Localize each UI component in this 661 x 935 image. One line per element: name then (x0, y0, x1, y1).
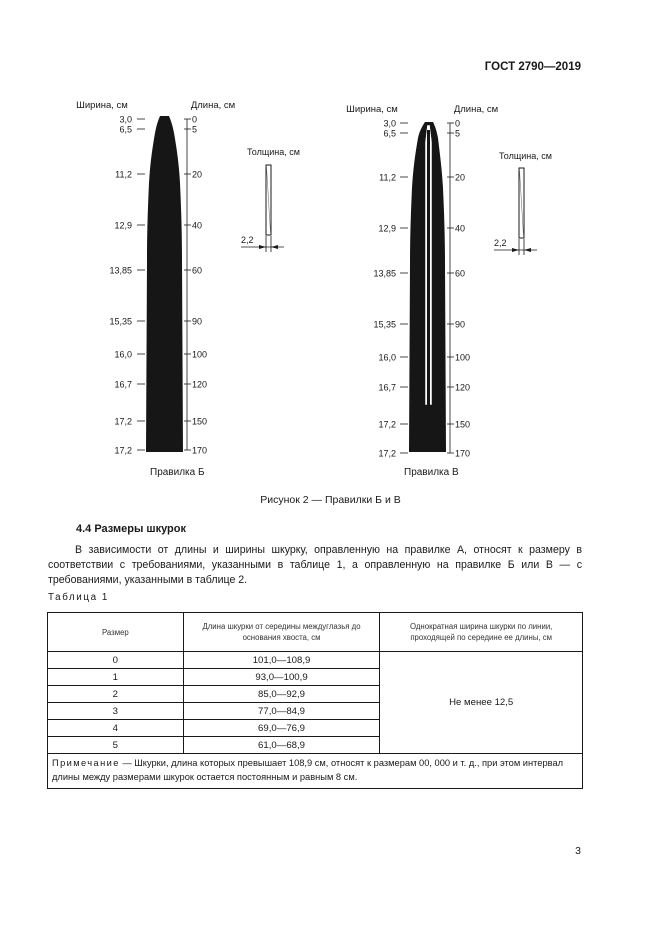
length-tick-label: 20 (455, 172, 466, 183)
table-1 (47, 612, 583, 789)
cell-width-merged: Не менее 12,5 (380, 652, 583, 754)
figure-caption: Рисунок 2 — Правилки Б и В (260, 494, 401, 506)
panel-b-thickness-value: 2,2 (241, 235, 254, 245)
page-number: 3 (575, 845, 581, 857)
length-tick-label: 0 (192, 114, 198, 125)
width-tick-label: 16,7 (378, 382, 396, 393)
width-tick-label: 16,0 (114, 349, 132, 360)
panel-v-length-label: Длина, см (453, 104, 499, 115)
cell-length: 85,0—92,9 (183, 686, 380, 703)
width-tick-label: 17,2 (114, 416, 132, 427)
cell-size: 1 (48, 669, 184, 686)
width-tick-label: 17,2 (114, 445, 132, 456)
section-paragraph: В зависимости от длины и ширины шкурку, оправленную на правилке А, относят к размеру в соответствии с требованиями, указанными в таблице 1, а оправленную на правилке Б или В — с требованиями, указанными в таблице 2. (48, 544, 582, 586)
length-tick-label: 40 (455, 223, 466, 234)
cell-length: 69,0—76,9 (183, 720, 380, 737)
length-tick-label: 150 (455, 419, 471, 430)
width-tick-label: 17,2 (378, 448, 396, 459)
cell-size: 4 (48, 720, 184, 737)
width-tick-label: 17,2 (378, 419, 396, 430)
note-label: Примечание (52, 758, 120, 768)
table-header-row (48, 613, 583, 652)
table-note (48, 754, 583, 789)
table-row (48, 652, 583, 669)
header-size: Размер (48, 613, 184, 652)
width-tick-label: 6,5 (119, 124, 132, 135)
standard-number: ГОСТ 2790—2019 (484, 61, 581, 73)
width-tick-label: 11,2 (115, 169, 132, 180)
cell-size: 2 (48, 686, 184, 703)
length-tick-label: 170 (192, 445, 208, 456)
width-tick-label: 12,9 (114, 220, 132, 231)
panel-v-width-label: Ширина, см (346, 104, 398, 115)
header-width: Однократная ширина шкурки по линии, проходящей по середине ее длины, см (380, 613, 583, 652)
length-tick-label: 40 (192, 220, 203, 231)
length-tick-label: 150 (192, 416, 208, 427)
length-tick-label: 0 (455, 118, 461, 129)
width-tick-label: 11,2 (379, 172, 396, 183)
panel-v (346, 104, 552, 478)
panel-v-thickness-label: Толщина, см (499, 151, 552, 161)
panel-v-name: Правилка В (404, 467, 459, 478)
table-note-row (48, 754, 583, 789)
panel-b-stretcher-shape (146, 116, 183, 452)
cell-size: 5 (48, 737, 184, 754)
width-tick-label: 3,0 (119, 114, 132, 125)
panel-b-name: Правилка Б (150, 467, 205, 478)
length-tick-label: 90 (455, 319, 466, 330)
cell-size: 0 (48, 652, 184, 669)
width-tick-label: 13,85 (373, 268, 396, 279)
length-tick-label: 100 (455, 352, 471, 363)
cell-length: 101,0—108,9 (183, 652, 380, 669)
length-tick-label: 170 (455, 448, 471, 459)
table-label: Таблица 1 (48, 592, 109, 603)
width-tick-label: 3,0 (383, 118, 396, 129)
length-tick-label: 90 (192, 316, 203, 327)
length-tick-label: 100 (192, 349, 208, 360)
length-tick-label: 120 (455, 382, 471, 393)
panel-b (76, 100, 300, 478)
length-tick-label: 5 (192, 124, 198, 135)
width-tick-label: 6,5 (383, 128, 396, 139)
cell-size: 3 (48, 703, 184, 720)
cell-length: 77,0—84,9 (183, 703, 380, 720)
width-tick-label: 13,85 (109, 265, 132, 276)
length-tick-label: 60 (192, 265, 203, 276)
length-tick-label: 120 (192, 379, 208, 390)
width-tick-label: 12,9 (378, 223, 396, 234)
width-tick-label: 15,35 (373, 319, 396, 330)
panel-v-thickness-value: 2,2 (494, 238, 507, 248)
width-tick-label: 16,7 (114, 379, 132, 390)
note-text: — Шкурки, длина которых превышает 108,9 см, относят к размерам 00, 000 и т. д., при этом интервал длины между размерами шкурок остается постоянным и равным 8 см. (52, 758, 564, 782)
panel-b-width-label: Ширина, см (76, 100, 128, 111)
width-tick-label: 15,35 (109, 316, 132, 327)
panel-b-thickness-label: Толщина, см (247, 147, 300, 157)
length-tick-label: 5 (455, 128, 461, 139)
panel-b-length-label: Длина, см (190, 100, 236, 111)
header-length: Длина шкурки от середины междуглазья до основания хвоста, см (183, 613, 380, 652)
length-tick-label: 20 (192, 169, 203, 180)
section-heading: 4.4 Размеры шкурок (76, 523, 186, 535)
width-tick-label: 16,0 (378, 352, 396, 363)
cell-length: 61,0—68,9 (183, 737, 380, 754)
length-tick-label: 60 (455, 268, 466, 279)
cell-length: 93,0—100,9 (183, 669, 380, 686)
